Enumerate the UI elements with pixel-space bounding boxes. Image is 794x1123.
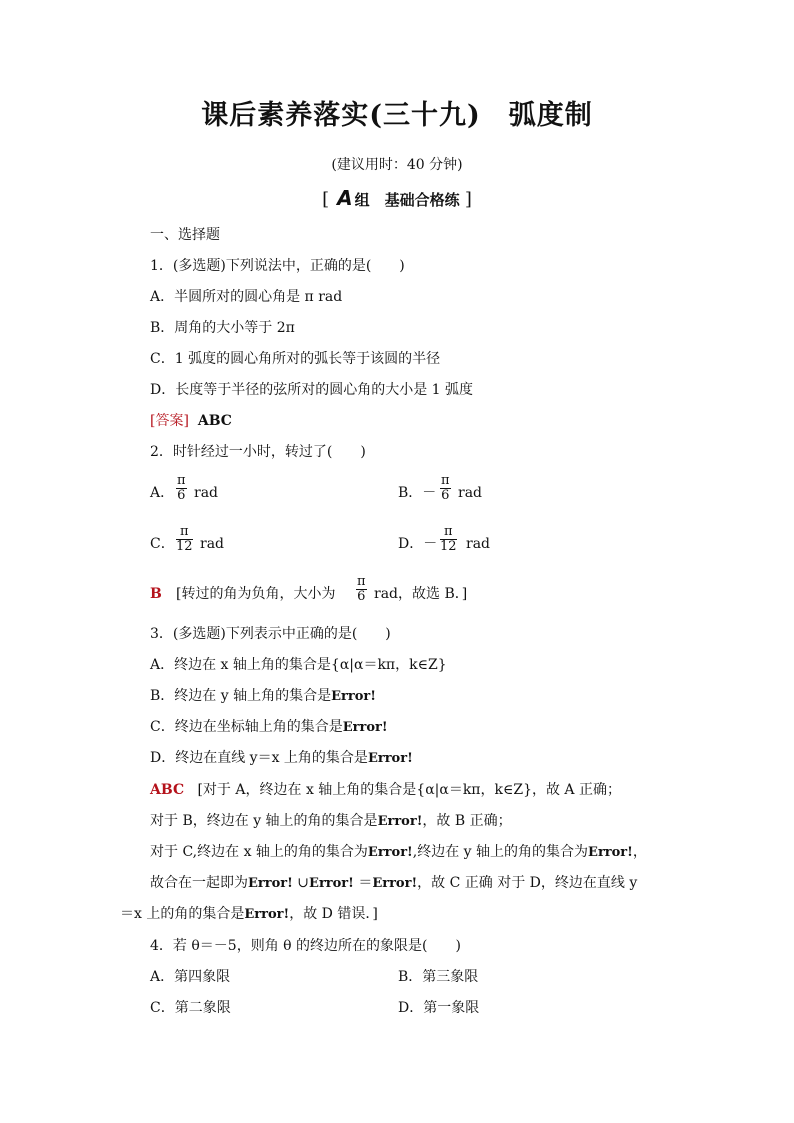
q3-explanation-text: [对于 A，终边在 x 轴上角的集合是{α|α＝kπ，k∈Z}，故 A 正确；: [197, 782, 621, 798]
error-field: Error!: [367, 845, 413, 860]
group-label: 组 基础合格练: [354, 191, 460, 209]
q3-option-c: [150, 718, 388, 737]
q3-explanation-text: ，故 B 正确；: [422, 813, 512, 829]
q2-option-a-unit: rad: [194, 485, 219, 501]
q2-option-d-label: D．－: [398, 536, 438, 552]
q2-option-c-label: C．: [150, 536, 175, 552]
q2-option-b-fraction: [440, 474, 451, 503]
q2-explanation-fraction: [356, 575, 367, 604]
section-heading: 一、选择题: [150, 227, 220, 243]
q2-answer: B: [150, 586, 162, 602]
fraction-denominator: 6: [441, 488, 450, 503]
q3-explanation-text: 故合在一起即为: [150, 875, 248, 891]
q3-explanation-text: ＝: [353, 875, 373, 891]
q3-option-d: [150, 749, 413, 768]
q1-option-b: B．周角的大小等于 2π: [150, 320, 295, 336]
fraction-numerator: π: [441, 473, 450, 488]
error-field: Error!: [244, 907, 290, 922]
q1-option-d: D．长度等于半径的弦所对的圆心角的大小是 1 弧度: [150, 382, 474, 398]
time-hint: (建议用时：40 分钟): [331, 157, 463, 173]
q2-option-c-unit: rad: [200, 536, 225, 552]
fraction-numerator: π: [357, 574, 366, 589]
q3-stem: 3．(多选题)下列表示中正确的是( ): [150, 626, 391, 642]
group-heading: [0, 186, 794, 210]
q3-explanation-text: ，故 D 错误．]: [289, 906, 378, 922]
q2-option-b-label: B．－: [398, 485, 437, 501]
q3-explanation-4: [150, 874, 637, 893]
q3-explanation-text: 对于 B，终边在 y 轴上的角的集合是: [150, 813, 378, 829]
q1-answer-value: ABC: [197, 413, 232, 429]
q2-option-d-unit: rad: [466, 536, 491, 552]
q3-explanation-text: ＝x 上的角的集合是: [120, 906, 245, 922]
error-field: Error!: [331, 689, 376, 704]
q1-stem: 1．(多选题)下列说法中，正确的是( ): [150, 258, 405, 274]
q3-explanation-3: [150, 843, 647, 862]
q3-explanation-text: ，: [632, 844, 647, 860]
q3-option-b: [150, 687, 376, 706]
q4-option-a: A．第四象限: [150, 969, 231, 985]
q2-option-a-fraction: [176, 474, 187, 503]
q2-option-a-label: A．: [150, 485, 175, 501]
page-title: 课后素养落实(三十九) 弧度制: [201, 100, 593, 131]
fraction-numerator: π: [440, 525, 457, 540]
error-field: Error!: [309, 876, 354, 891]
error-field: Error!: [367, 751, 413, 766]
q2-stem: 2．时针经过一小时，转过了( ): [150, 444, 366, 460]
q3-option-c-text: C．终边在坐标轴上角的集合是: [150, 719, 343, 735]
error-field: Error!: [342, 720, 388, 735]
q4-stem: 4．若 θ＝－5，则角 θ 的终边所在的象限是( ): [150, 938, 461, 954]
q3-explanation-text: ∪: [292, 875, 310, 891]
q4-option-c: C．第二象限: [150, 1000, 231, 1016]
q4-option-b: B．第三象限: [398, 969, 479, 985]
q3-explanation-text: 对于 C,终边在 x 轴上的角的集合为: [150, 844, 368, 860]
fraction-numerator: π: [177, 473, 186, 488]
error-field: Error!: [372, 876, 418, 891]
q1-option-a: A．半圆所对的圆心角是 π rad: [150, 289, 343, 305]
q2-explanation-pre: [转过的角为负角，大小为: [176, 586, 336, 602]
q2-option-b-unit: rad: [458, 485, 483, 501]
fraction-denominator: 6: [177, 488, 186, 503]
group-bracket-left: [: [322, 189, 330, 210]
q3-explanation-1: [150, 781, 621, 799]
q3-explanation-text: ,终边在 y 轴上的角的集合为: [412, 844, 589, 860]
fraction-denominator: 12: [440, 539, 457, 554]
error-field: Error!: [248, 876, 293, 891]
q3-explanation-5: [120, 905, 378, 924]
q1-answer: [150, 412, 232, 430]
fraction-denominator: 12: [176, 539, 193, 554]
q2-option-c-fraction: [176, 525, 193, 554]
q1-answer-tag: [答案]: [150, 413, 189, 429]
error-field: Error!: [588, 845, 633, 860]
q2-explanation-post: rad，故选 B．]: [374, 586, 468, 602]
q3-explanation-text: ，故 C 正确 对于 D，终边在直线 y: [417, 875, 638, 891]
q1-option-c: C．1 弧度的圆心角所对的弧长等于该圆的半径: [150, 351, 441, 367]
group-letter: A: [337, 186, 353, 210]
q3-answer: ABC: [150, 782, 185, 798]
q4-option-d: D．第一象限: [398, 1000, 480, 1016]
q2-option-d-fraction: [440, 525, 457, 554]
error-field: Error!: [377, 814, 423, 829]
q3-option-a: A．终边在 x 轴上角的集合是{α|α＝kπ，k∈Z}: [150, 657, 447, 673]
fraction-numerator: π: [176, 525, 193, 540]
group-bracket-right: ]: [464, 189, 472, 210]
q3-explanation-2: [150, 812, 512, 831]
fraction-denominator: 6: [357, 589, 366, 604]
q3-option-b-text: B．终边在 y 轴上角的集合是: [150, 688, 332, 704]
q3-option-d-text: D．终边在直线 y＝x 上角的集合是: [150, 750, 368, 766]
